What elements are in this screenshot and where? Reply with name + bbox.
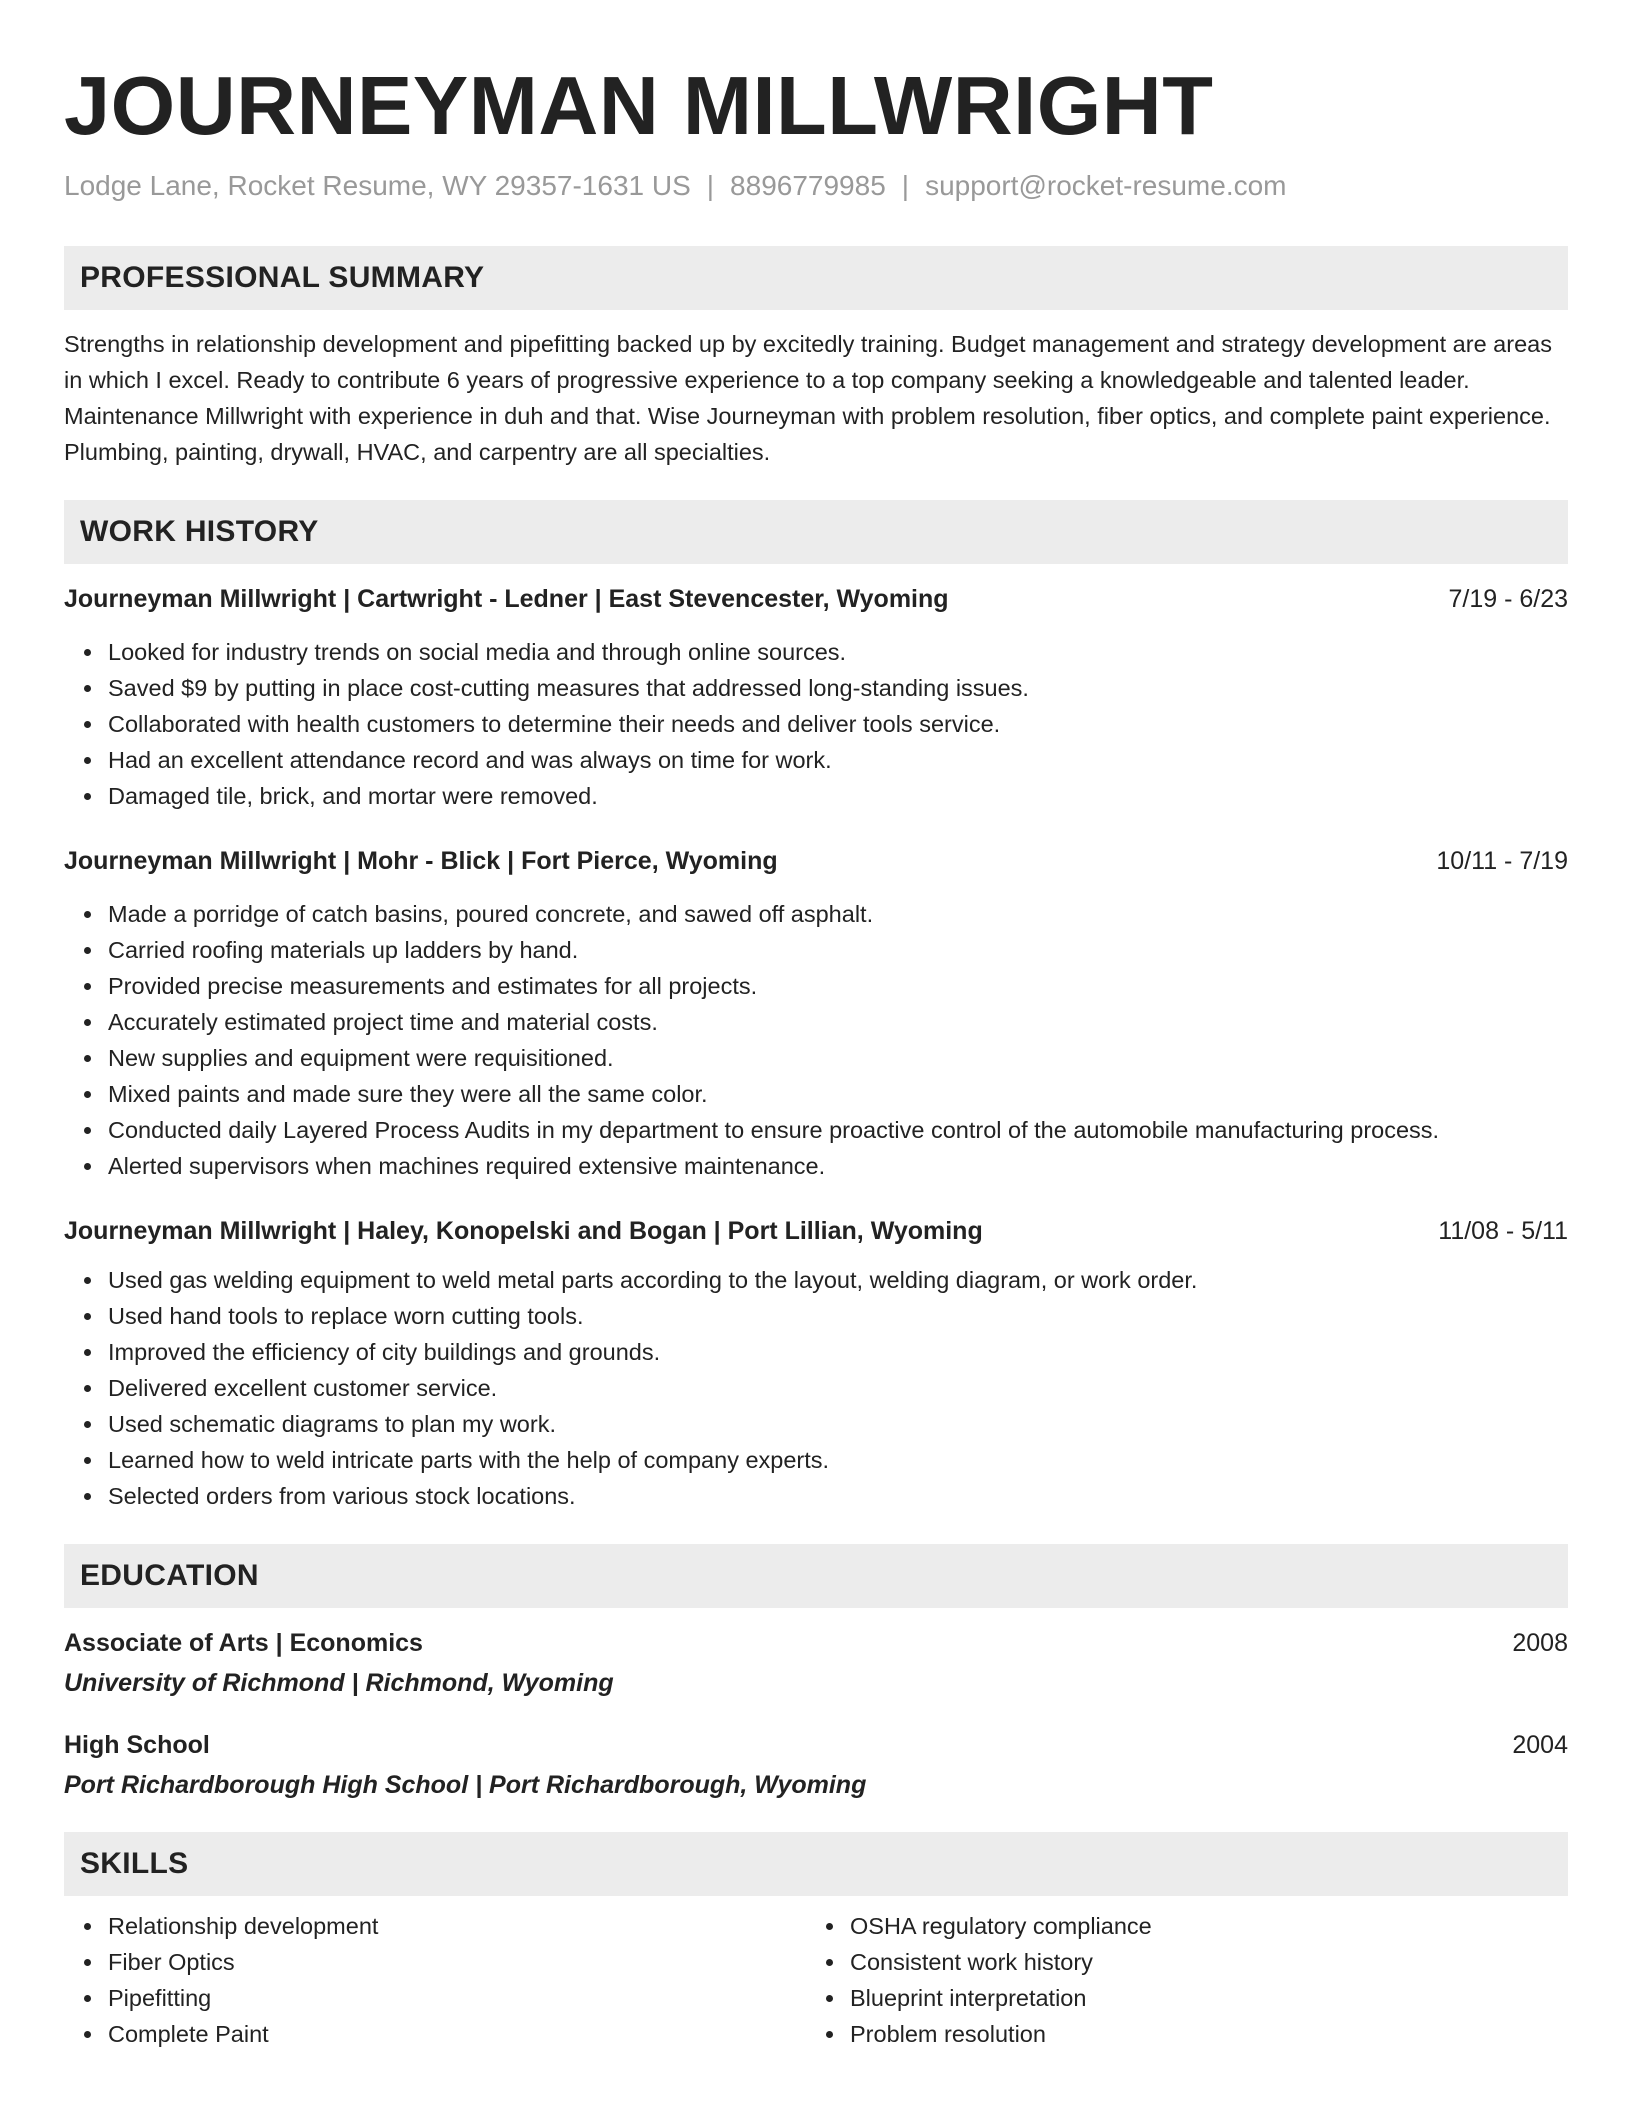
section-header-summary: PROFESSIONAL SUMMARY <box>64 246 1568 310</box>
job-header <box>64 844 1568 878</box>
job-entry <box>64 582 1568 814</box>
list-item: Problem resolution <box>850 2016 1548 2052</box>
list-item: Blueprint interpretation <box>850 1980 1548 2016</box>
job-title: Journeyman Millwright | Cartwright - Ledner | East Stevencester, Wyoming <box>64 585 949 613</box>
contact-phone: 8896779985 <box>730 170 886 201</box>
job-title: Journeyman Millwright | Haley, Konopelski and Bogan | Port Lillian, Wyoming <box>64 1217 983 1245</box>
contact-separator: | <box>706 170 715 201</box>
section-header-work-history: WORK HISTORY <box>64 500 1568 564</box>
list-item: Used gas welding equipment to weld metal parts according to the layout, welding diagram, or work order. <box>108 1262 1568 1298</box>
list-item: Consistent work history <box>850 1944 1548 1980</box>
job-dates: 11/08 - 5/11 <box>1438 1217 1568 1245</box>
summary-text: Strengths in relationship development and pipefitting backed up by excitedly training. Budget management and strategy development are areas in which I excel. Ready to contribute 6 years of progressive experience to a top company seeking a knowledgeable and talented leader. Maintenance Millwright with experience in duh and that. Wise Journeyman with problem resolution, fiber optics, and complete paint experience. Plumbing, painting, drywall, HVAC, and carpentry are all specialties. <box>64 331 1552 465</box>
contact-email[interactable]: support@rocket-resume.com <box>925 170 1287 201</box>
list-item: Accurately estimated project time and material costs. <box>108 1004 1568 1040</box>
job-title: Journeyman Millwright | Mohr - Blick | Fort Pierce, Wyoming <box>64 847 778 875</box>
job-entry <box>64 1214 1568 1514</box>
job-bullet-list <box>64 1262 1568 1514</box>
list-item: New supplies and equipment were requisitioned. <box>108 1040 1568 1076</box>
list-item: Saved $9 by putting in place cost-cutting measures that addressed long-standing issues. <box>108 670 1568 706</box>
skills-list <box>806 1908 1548 2052</box>
education-header <box>64 1728 1568 1762</box>
list-item: Used hand tools to replace worn cutting tools. <box>108 1298 1568 1334</box>
list-item: Relationship development <box>108 1908 806 1944</box>
job-bullet-list <box>64 896 1568 1184</box>
job-header <box>64 1214 1568 1248</box>
job-header <box>64 582 1568 616</box>
list-item: Made a porridge of catch basins, poured concrete, and sawed off asphalt. <box>108 896 1568 932</box>
education-degree: High School <box>64 1731 210 1759</box>
list-item: Provided precise measurements and estimates for all projects. <box>108 968 1568 1004</box>
list-item: Fiber Optics <box>108 1944 806 1980</box>
list-item: Mixed paints and made sure they were all the same color. <box>108 1076 1568 1112</box>
education-degree: Associate of Arts | Economics <box>64 1629 423 1657</box>
education-year: 2008 <box>1512 1629 1568 1657</box>
list-item: Looked for industry trends on social media and through online sources. <box>108 634 1568 670</box>
section-header-skills: SKILLS <box>64 1832 1568 1896</box>
contact-separator: | <box>901 170 910 201</box>
list-item: Improved the efficiency of city buildings and grounds. <box>108 1334 1568 1370</box>
job-dates: 10/11 - 7/19 <box>1436 847 1568 875</box>
job-entry <box>64 844 1568 1184</box>
skills-list <box>64 1908 806 2052</box>
job-dates: 7/19 - 6/23 <box>1448 585 1568 613</box>
list-item: Alerted supervisors when machines required extensive maintenance. <box>108 1148 1568 1184</box>
education-header <box>64 1626 1568 1660</box>
list-item: Complete Paint <box>108 2016 806 2052</box>
list-item: Used schematic diagrams to plan my work. <box>108 1406 1568 1442</box>
education-entry <box>64 1728 1568 1802</box>
list-item: Delivered excellent customer service. <box>108 1370 1568 1406</box>
list-item: OSHA regulatory compliance <box>850 1908 1548 1944</box>
list-item: Carried roofing materials up ladders by hand. <box>108 932 1568 968</box>
list-item: Had an excellent attendance record and was always on time for work. <box>108 742 1568 778</box>
list-item: Pipefitting <box>108 1980 806 2016</box>
job-bullet-list <box>64 634 1568 814</box>
list-item: Conducted daily Layered Process Audits in my department to ensure proactive control of the automobile manufacturing process. <box>108 1112 1568 1148</box>
candidate-name: JOURNEYMAN MILLWRIGHT <box>64 59 1214 152</box>
list-item: Learned how to weld intricate parts with the help of company experts. <box>108 1442 1568 1478</box>
education-entry <box>64 1626 1568 1700</box>
section-header-education: EDUCATION <box>64 1544 1568 1608</box>
skills-column-left <box>64 1908 806 2052</box>
skills-grid <box>64 1908 1568 2052</box>
contact-line <box>64 168 1568 204</box>
list-item: Damaged tile, brick, and mortar were removed. <box>108 778 1568 814</box>
education-year: 2004 <box>1512 1731 1568 1759</box>
contact-address: Lodge Lane, Rocket Resume, WY 29357-1631 US <box>64 170 691 201</box>
education-school: University of Richmond | Richmond, Wyoming <box>64 1669 614 1697</box>
list-item: Selected orders from various stock locations. <box>108 1478 1568 1514</box>
list-item: Collaborated with health customers to determine their needs and deliver tools service. <box>108 706 1568 742</box>
education-school: Port Richardborough High School | Port Richardborough, Wyoming <box>64 1771 867 1799</box>
skills-column-right <box>806 1908 1548 2052</box>
